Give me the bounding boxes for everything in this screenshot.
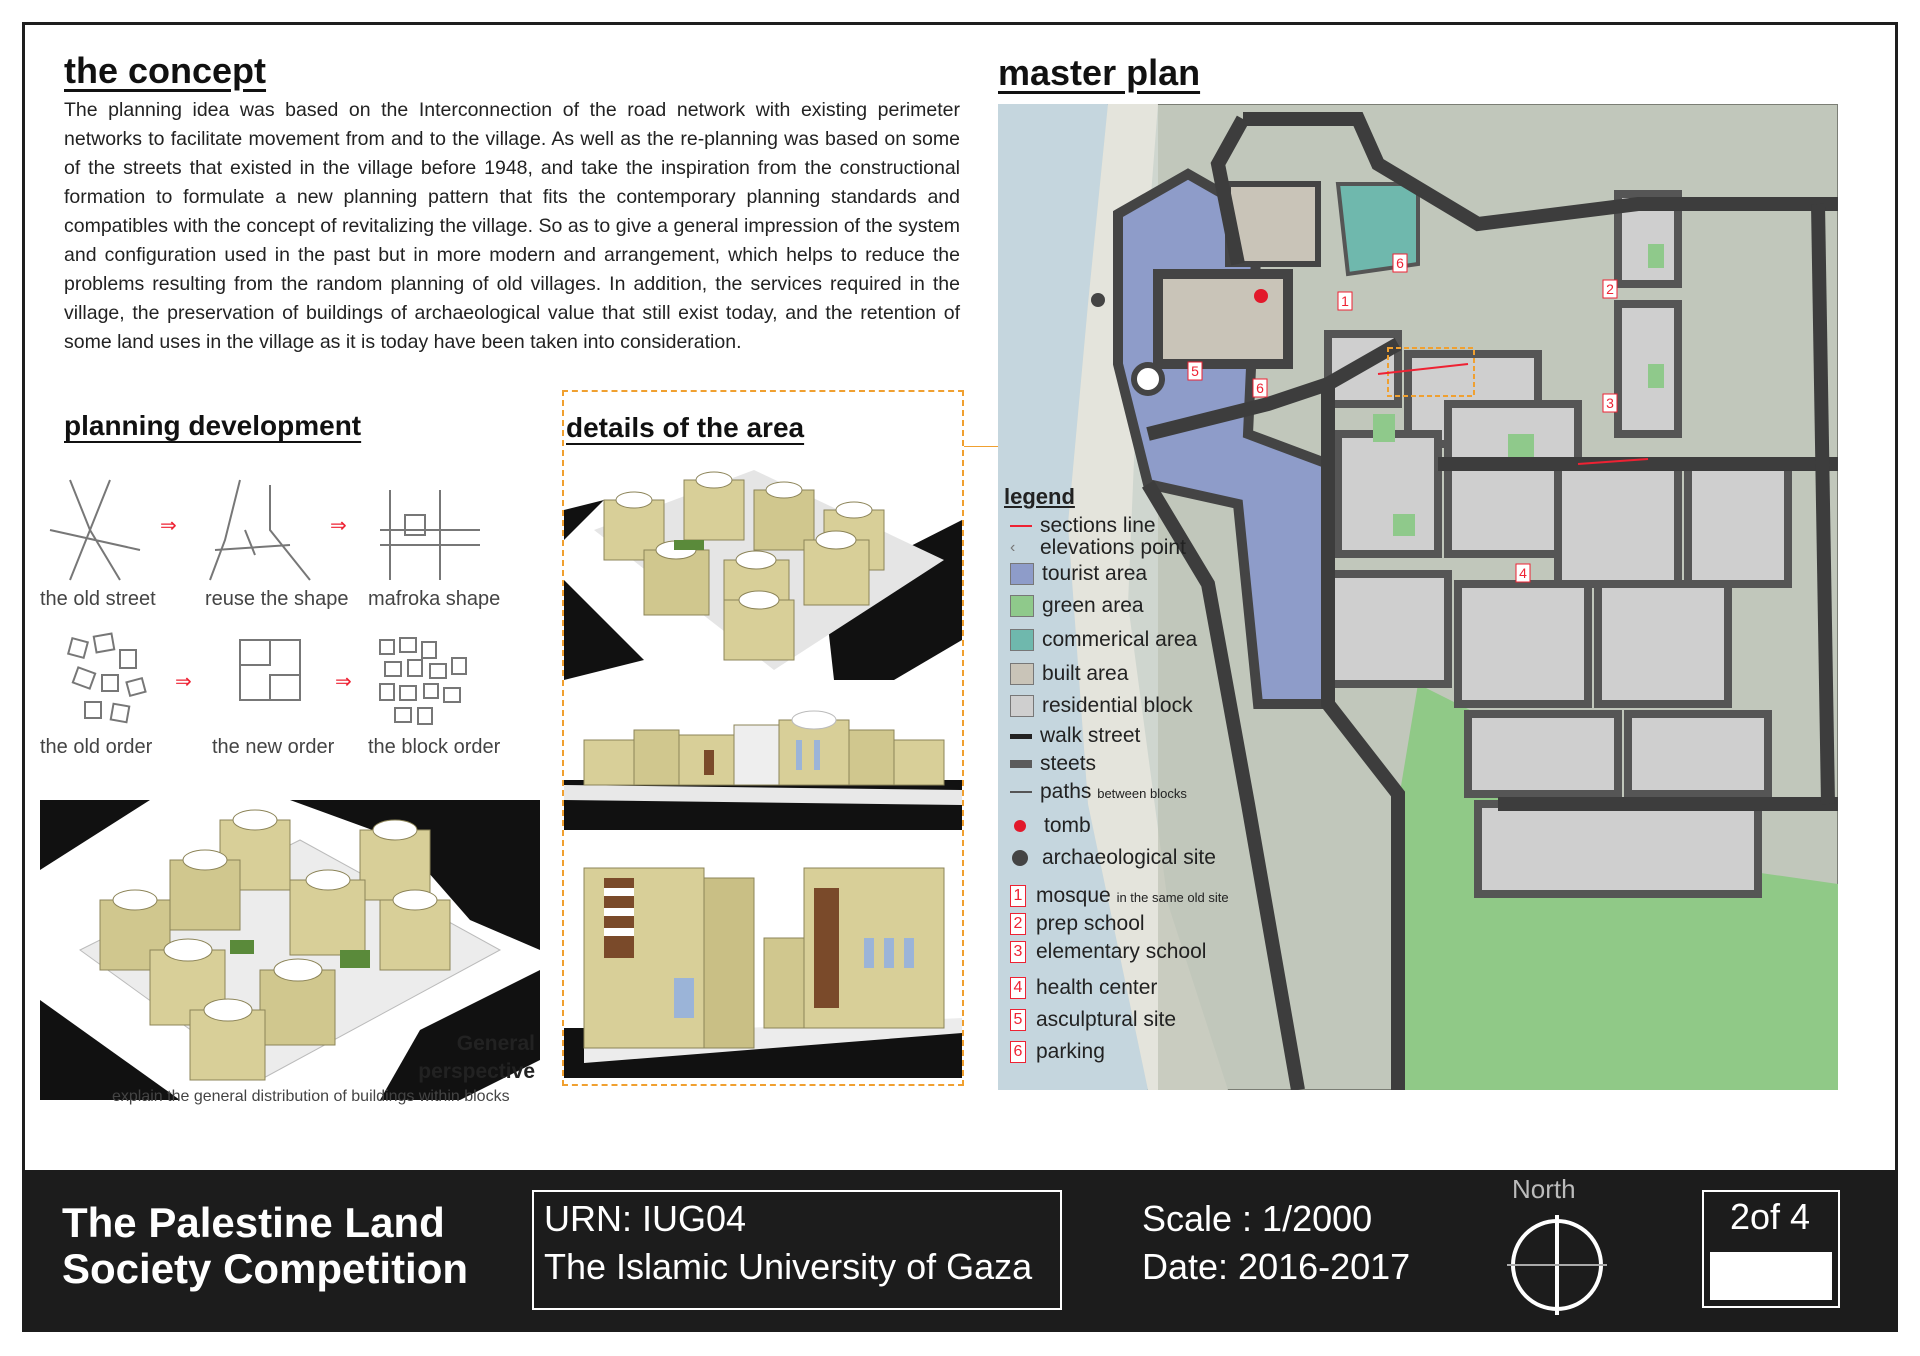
legend-label: paths: [1040, 780, 1092, 803]
competition-title-line-1: The Palestine Land: [62, 1199, 445, 1246]
legend-label: tomb: [1044, 814, 1091, 837]
date-text: Date: 2016-2017: [1142, 1246, 1411, 1287]
legend-label: archaeological site: [1042, 846, 1216, 869]
legend-label: elevations point: [1040, 536, 1186, 559]
sections-line-icon: [1010, 525, 1032, 527]
swatch-icon: [1010, 663, 1034, 685]
planning-sketches: [40, 470, 520, 770]
planning-heading: planning development: [64, 410, 362, 441]
legend-paths: [1010, 780, 1187, 804]
arrow-icon: ⇒: [335, 671, 352, 693]
caption-new-order: the new order: [212, 736, 335, 758]
street-icon: [1010, 760, 1032, 768]
sketch-reuse-shape: [210, 480, 310, 580]
caption-reuse-shape: reuse the shape: [205, 588, 349, 610]
caption-old-street: the old street: [40, 588, 156, 610]
swatch-icon: [1010, 695, 1034, 717]
arrow-icon: ⇒: [160, 515, 177, 537]
detail-render-3: [564, 848, 962, 1078]
sketch-old-street: [50, 480, 140, 580]
perspective-title-line-2: perspective: [418, 1060, 535, 1083]
legend-sections-line: [1010, 514, 1156, 538]
service-label: health center: [1036, 976, 1158, 999]
north-label: North: [1512, 1174, 1576, 1204]
map-marker-3: 3: [1606, 395, 1614, 411]
caption-old-order: the old order: [40, 736, 153, 758]
arrow-icon: ⇒: [175, 671, 192, 693]
walk-street-icon: [1010, 734, 1032, 739]
service-mosque: [1010, 884, 1229, 908]
legend-label: green area: [1042, 594, 1144, 617]
legend-label: tourist area: [1042, 562, 1148, 585]
urn-text: URN: IUG04: [544, 1198, 747, 1239]
perspective-title: [400, 1030, 535, 1086]
page-blank-field: [1710, 1252, 1832, 1300]
service-number: 3: [1010, 941, 1026, 963]
legend-label: residential block: [1042, 694, 1193, 717]
competition-title: [62, 1200, 468, 1292]
sketch-mafroka: [380, 490, 480, 580]
north-arrow-icon: [1502, 1210, 1612, 1320]
archaeological-site-icon: [1012, 850, 1028, 866]
details-heading: details of the area: [566, 412, 805, 443]
legend-elevations-point: [1010, 536, 1186, 560]
service-number: 2: [1010, 913, 1026, 935]
arrow-icon: ⇒: [330, 515, 347, 537]
competition-title-line-2: Society Competition: [62, 1245, 469, 1292]
map-marker-4: 4: [1519, 565, 1527, 581]
sketch-new-order: [240, 640, 300, 700]
tomb-icon: [1014, 820, 1026, 832]
legend-label: steets: [1040, 752, 1097, 775]
service-number: 5: [1010, 1009, 1026, 1031]
scale-text: Scale : 1/2000: [1142, 1198, 1373, 1239]
service-label-small: in the same old site: [1116, 890, 1229, 905]
swatch-icon: [1010, 629, 1034, 651]
legend-title: legend: [1004, 484, 1075, 509]
perspective-title-line-1: General: [456, 1032, 535, 1055]
detail-render-2: [564, 690, 962, 830]
concept-body: The planning idea was based on the Interconnection of the road network with existing perimeter networks to facilitate movement from and to the village. As well as the re-planning was based on some of the streets that existed in the village before 1948, and take the inspiration from the constructional formation to formulate a new planning pattern that fits the contemporary planning standards and compatibles with the concept of revitalizing the village. So as to give a general impression of the system and configuration used in the past but in more modern and arrangement, which helps to reduce the problems resulting from the random planning of old villages. In addition, the services required in the village, the preservation of buildings of archaeological value that still exist today, and the retention of some land uses in the village as it is today have been taken into consideration.: [64, 99, 960, 353]
service-number: 4: [1010, 977, 1026, 999]
map-marker-1: 1: [1341, 293, 1349, 309]
chevron-icon: ‹: [1010, 539, 1016, 557]
university-text: The Islamic University of Gaza: [544, 1246, 1033, 1287]
legend-green-area: [1010, 594, 1144, 618]
concept-heading: the concept: [64, 50, 267, 91]
map-marker-6b: 6: [1256, 380, 1264, 396]
service-parking: [1010, 1040, 1105, 1064]
path-icon: [1010, 791, 1032, 793]
service-asculptural-site: [1010, 1008, 1176, 1032]
service-prep-school: [1010, 912, 1145, 936]
service-label: mosque: [1036, 884, 1111, 907]
service-label: elementary school: [1036, 940, 1207, 963]
service-health-center: [1010, 976, 1157, 1000]
service-elementary-school: [1010, 940, 1206, 964]
service-number: 1: [1010, 885, 1026, 907]
service-label: parking: [1036, 1040, 1105, 1063]
sketch-old-order: [68, 634, 145, 723]
legend-label: walk street: [1040, 724, 1141, 747]
service-number: 6: [1010, 1041, 1026, 1063]
caption-block-order: the block order: [368, 736, 501, 758]
legend-residential-block: [1010, 694, 1193, 718]
perspective-caption: explain the general distribution of buildings within blocks: [112, 1088, 510, 1105]
map-marker-6: 6: [1396, 255, 1404, 271]
legend-tourist-area: [1010, 562, 1147, 586]
page-number: 2of 4: [1730, 1196, 1811, 1237]
legend-walk-street: [1010, 724, 1140, 748]
swatch-icon: [1010, 563, 1034, 585]
swatch-icon: [1010, 595, 1034, 617]
map-marker-5: 5: [1191, 363, 1199, 379]
legend-built-area: [1010, 662, 1128, 686]
legend-commercial-area: [1010, 628, 1197, 652]
service-label: prep school: [1036, 912, 1145, 935]
legend-label: built area: [1042, 662, 1129, 685]
legend-label: sections line: [1040, 514, 1156, 537]
sketch-block-order: [380, 638, 466, 724]
footer-bar: [22, 1170, 1898, 1332]
detail-render-1: [564, 460, 962, 680]
caption-mafroka-shape: mafroka shape: [368, 588, 501, 610]
service-label: asculptural site: [1036, 1008, 1177, 1031]
legend-tomb: [1010, 814, 1091, 838]
legend-steets: [1010, 752, 1096, 776]
map-marker-2: 2: [1606, 281, 1614, 297]
legend-label: commerical area: [1042, 628, 1198, 651]
legend-label-small: between blocks: [1097, 786, 1187, 801]
legend-archaeological-site: [1010, 846, 1216, 870]
master-plan-heading: master plan: [998, 52, 1201, 93]
